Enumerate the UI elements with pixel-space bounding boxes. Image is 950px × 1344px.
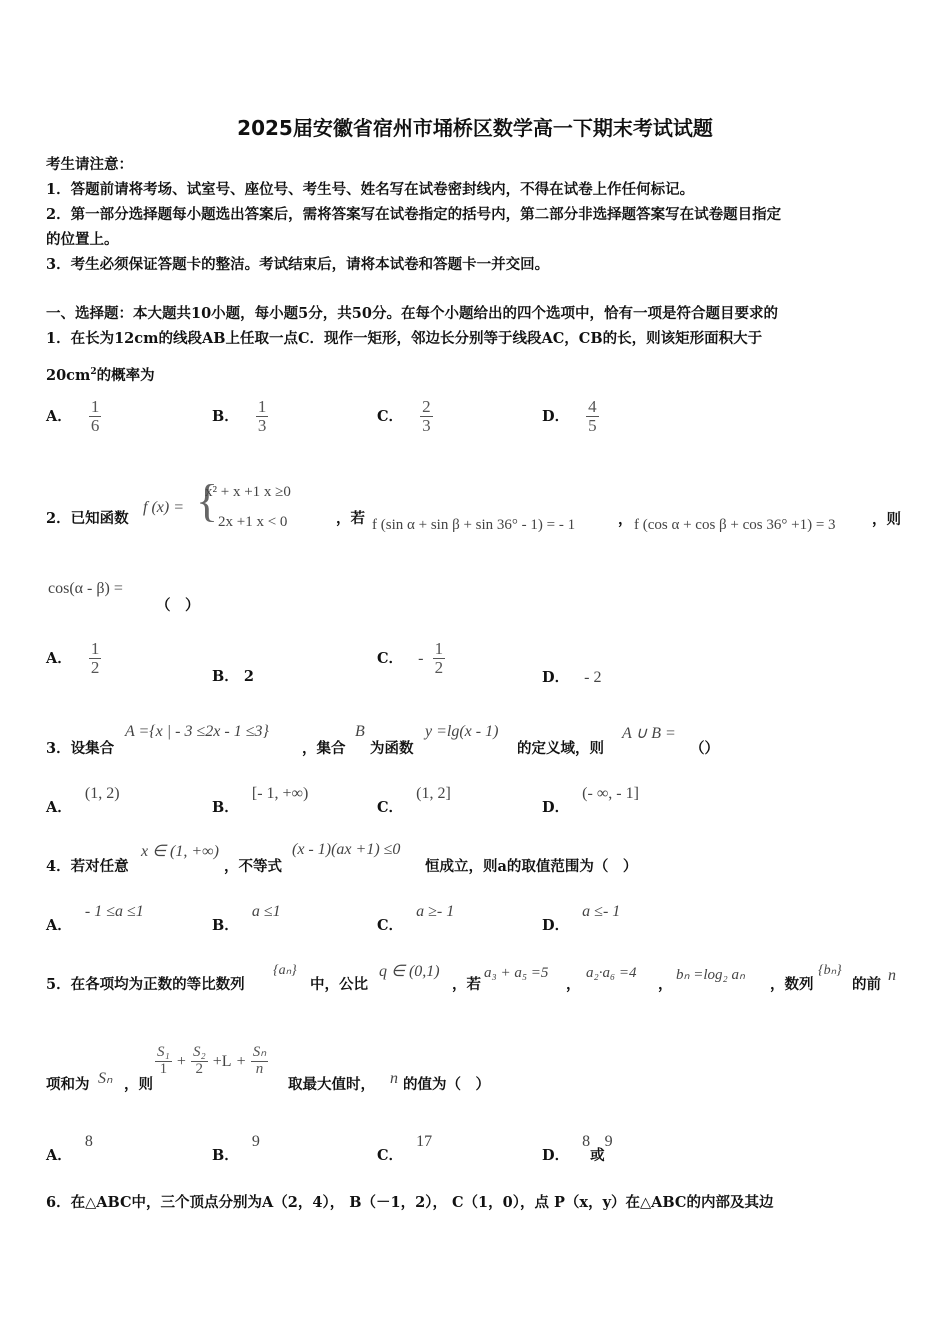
q2-pre: 2．已知函数 [46,510,129,527]
q1-option-c[interactable] [377,398,433,435]
q3-paren: （） [690,740,719,757]
option-label: B． [212,917,239,934]
q2-brace: { [196,475,219,526]
q3-text: 的定义域，则 [517,740,604,757]
q5-option-a[interactable] [46,1130,93,1164]
option-label: D． [542,407,570,425]
q5-eq-3: bₙ =log₂ aₙ [676,967,745,983]
option-value: 9 [251,1133,260,1150]
notice-heading: 考生请注意： [46,156,133,173]
option-label: D． [542,917,570,934]
q5-option-d[interactable] [542,1130,613,1164]
fraction: $\frac{\text{Sₙ}}{n}$ [252,1044,267,1077]
q3-text: ，集合 [302,740,346,757]
q2-fx: f (x) = [143,499,184,516]
q1-option-d[interactable] [542,398,599,435]
q2-question: cos(α - β) = [48,580,123,597]
option-label: B． [212,799,239,816]
option-or: 或 [590,1147,605,1164]
q2-condition-1: f (sin α + sin β + sin 36° - 1) = - 1 [372,517,576,533]
option-label: D． [542,799,570,816]
option-label: C． [377,407,404,425]
q3-function: y =lg(x - 1) [425,723,499,740]
q1-option-b[interactable] [212,398,268,435]
option-value: 8 [84,1133,93,1150]
q3-set-a: A ={x | - 3 ≤2x - 1 ≤3} [125,723,269,740]
section-heading: 一、选择题：本大题共10小题，每小题5分，共50分。在每个小题给出的四个选项中，恰有一项是符合题目要求的 [46,305,778,322]
q5-text: 中，公比 [310,976,368,993]
q5-eq-2: a₂·a₆ =4 [586,965,637,981]
q3-text: 为函数 [370,740,414,757]
q3-union: A ∪ B = [622,725,676,742]
fraction: $\frac{1}{6}$ [90,397,100,435]
option-label: B． [212,407,239,425]
ellipsis: +L [212,1052,232,1070]
option-label: B． [212,1147,239,1164]
q2-comma: ， [618,511,633,528]
q3-option-a[interactable] [46,782,120,816]
option-label: A． [46,407,72,425]
q4-inequality: (x - 1)(ax +1) ≤0 [292,841,401,858]
q5-pre: 5．在各项均为正数的等比数列 [46,976,245,993]
q4-option-d[interactable] [542,900,621,934]
q5-text: ，数列 [770,976,814,993]
q2-case-1: x² + x +1 x ≥0 [205,484,291,500]
q5-eq-1: a₃ + a₅ =5 [484,965,549,981]
option-label: A． [46,649,72,667]
q5-text: 的前 [852,976,881,993]
minus-sign: - [418,649,424,667]
q5-text: ，若 [452,976,481,993]
q3-set-b: B [355,723,365,740]
q1-text: 的概率为 [96,367,155,384]
q5-option-b[interactable] [212,1130,260,1164]
q5-seq-a: {aₙ} [273,963,297,978]
notice-item: 1．答题前请将考场、试室号、座位号、考生号、姓名写在试卷密封线内，不得在试卷上作任何标记。 [46,181,695,198]
q5-n: n [390,1070,398,1087]
option-value: a ≤- 1 [582,903,621,920]
option-value: (1, 2) [84,785,120,802]
q4-text: ，不等式 [224,858,282,875]
q4-condition: x ∈ (1, +∞) [141,843,219,860]
q1-option-a[interactable] [46,398,101,435]
q5-text: ，则 [124,1076,153,1093]
q5-sum-expression: $\frac{\text{S₁}}{1}$ + $\frac{\text{S₂}}{2}$ +L + $\frac{\text{Sₙ}}{n}$ [157,1044,267,1077]
q2-ze: ，则 [872,511,901,528]
q2-paren: （ ） [156,597,200,614]
q1-stem-2 [46,364,155,385]
option-value: (1, 2] [416,785,451,802]
q1-stem: 1．在长为12cm的线段AB上任取一点C．现作一矩形，邻边长分别等于线段AC，CB的长，则该矩形面积大于 [46,330,763,347]
q5-text: 的值为（ ） [403,1076,490,1093]
option-label: D． [542,1147,570,1164]
option-label: C． [377,917,404,934]
fraction: $\frac{2}{3}$ [422,397,431,435]
option-value: a ≤1 [251,903,281,920]
option-label: B． [212,668,239,685]
q4-option-b[interactable] [212,900,281,934]
q5-option-c[interactable] [377,1130,433,1164]
q2-case-2: 2x +1 x < 0 [218,514,288,530]
option-label: C． [377,799,404,816]
q5-text: 取最大值时， [288,1076,375,1093]
q2-option-a[interactable] [46,640,101,677]
option-label: A． [46,1147,72,1164]
q5-seq-b: {bₙ} [818,963,842,978]
q2-ruo: ，若 [336,510,365,527]
q2-option-c[interactable] [377,640,445,677]
option-value: - 2 [584,669,602,686]
fraction: $\frac{1}{2}$ [434,639,444,677]
q3-option-b[interactable] [212,782,309,816]
q2-option-d[interactable] [542,666,602,687]
q5-sum: Sₙ [98,1070,113,1087]
option-value: 17 [416,1133,433,1150]
option-value: [- 1, +∞) [251,785,309,802]
fraction: $\frac{4}{5}$ [588,397,597,435]
fraction: $\frac{1}{3}$ [257,397,267,435]
q3-option-c[interactable] [377,782,451,816]
q5-n: n [888,967,896,984]
q1-area-exp: 2 [90,367,97,378]
q4-pre: 4．若对任意 [46,858,129,875]
q6-stem: 6．在△ABC中，三个顶点分别为A（2，4）， B（－1，2）， C（1，0），点 P（x，y）在△ABC的内部及其边 [46,1194,774,1211]
notice-item: 的位置上。 [46,231,119,248]
notice-item: 3．考生必须保证答题卡的整洁。考试结束后，请将本试卷和答题卡一并交回。 [46,256,550,273]
fraction: $\frac{\text{S₂}}{2}$ [192,1044,206,1077]
q4-option-c[interactable] [377,900,455,934]
option-value: - 1 ≤a ≤1 [84,903,144,920]
option-value: 8 [582,1133,591,1150]
q3-pre: 3．设集合 [46,740,115,757]
option-label: D． [542,669,570,686]
fraction: $\frac{\text{S₁}}{1}$ [157,1044,170,1077]
q2-condition-2: f (cos α + cos β + cos 36° +1) = 3 [634,517,836,533]
notice-item: 2．第一部分选择题每小题选出答案后，需将答案写在试卷指定的括号内，第二部分非选择题答案写在试卷题目指定 [46,206,782,223]
option-label: C． [377,649,404,667]
q5-line2-pre: 项和为 [46,1076,90,1093]
q4-text: 恒成立，则a的取值范围为（ ） [425,858,638,875]
option-value: 2 [243,668,254,685]
option-value: (- ∞, - 1] [582,785,639,802]
option-label: A． [46,799,72,816]
option-value: a ≥- 1 [416,903,455,920]
q5-sep: ， [658,976,673,993]
q4-option-a[interactable] [46,900,144,934]
q2-option-b[interactable] [212,665,254,686]
option-value: 9 [604,1133,613,1150]
fraction: $\frac{1}{2}$ [90,639,100,677]
page-title: 2025届安徽省宿州市埇桥区数学高一下期末考试试题 [237,116,713,140]
q3-option-d[interactable] [542,782,639,816]
option-label: A． [46,917,72,934]
option-label: C． [377,1147,404,1164]
q5-ratio: q ∈ (0,1) [379,963,440,980]
q5-sep: ， [566,976,581,993]
q1-area: 20cm [46,367,91,384]
